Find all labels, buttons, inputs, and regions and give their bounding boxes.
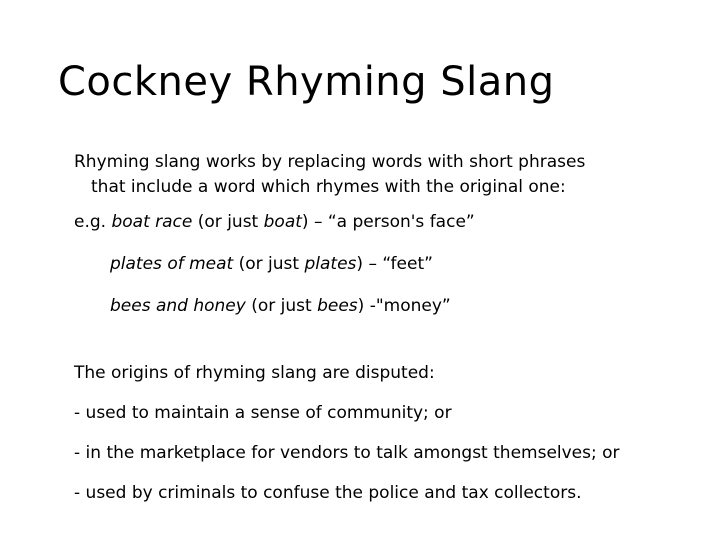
- example-mid: (or just: [233, 254, 305, 274]
- example-short: boat: [263, 212, 302, 232]
- example-meaning: ) -"money”: [357, 296, 451, 316]
- slide-title: Cockney Rhyming Slang: [58, 59, 555, 105]
- intro-line-2: that include a word which rhymes with the original one:: [91, 177, 566, 197]
- example-phrase: bees and honey: [110, 296, 246, 316]
- example-boat-race: [74, 210, 704, 235]
- example-mid: (or just: [245, 296, 318, 316]
- example-prefix: e.g.: [74, 212, 112, 232]
- example-short: bees: [317, 296, 358, 316]
- example-phrase: plates of meat: [110, 254, 234, 274]
- intro-line-1: Rhyming slang works by replacing words with short phrases: [74, 152, 586, 172]
- intro-paragraph: [74, 150, 704, 200]
- example-meaning: ) – “a person's face”: [301, 212, 475, 232]
- origins-item: - used by criminals to confuse the police and tax collectors.: [74, 483, 582, 503]
- example-short: plates: [304, 254, 357, 274]
- origins-heading: The origins of rhyming slang are disputed:: [74, 363, 435, 383]
- example-phrase: boat race: [111, 212, 193, 232]
- origins-item: - in the marketplace for vendors to talk amongst themselves; or: [74, 443, 620, 463]
- example-mid: (or just: [192, 212, 264, 232]
- example-meaning: ) – “feet”: [356, 254, 433, 274]
- example-plates-of-meat: [74, 252, 704, 277]
- origins-item: - used to maintain a sense of community; or: [74, 403, 452, 423]
- slide-body: [74, 150, 704, 506]
- example-bees-and-honey: [74, 294, 704, 319]
